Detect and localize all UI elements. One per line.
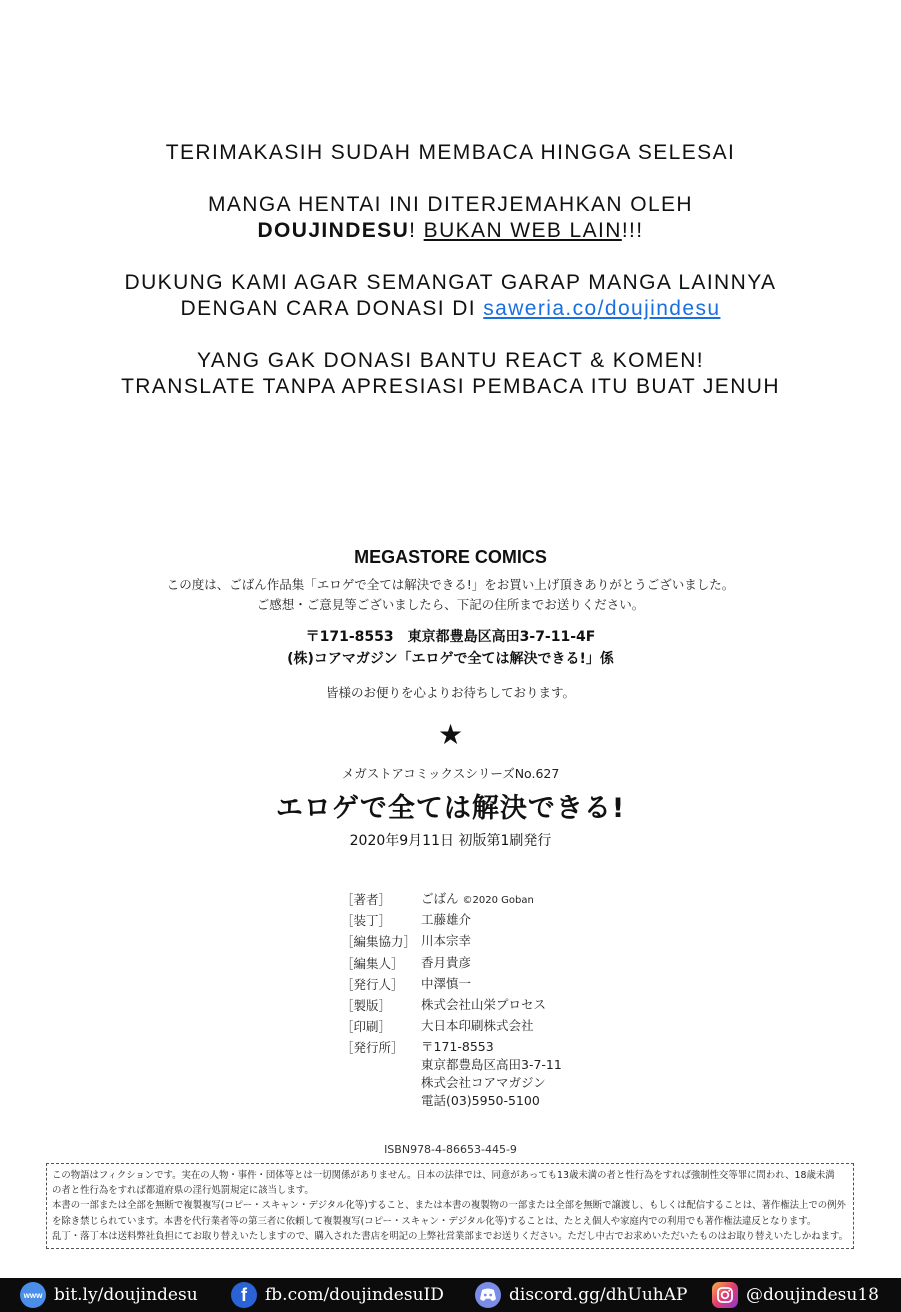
donation-block: [0, 270, 901, 322]
copyright-text: ©2020 Goban: [462, 895, 534, 906]
publisher-name: MEGASTORE COMICS: [354, 547, 547, 567]
notice-line: の者と性行為をすれば都道府県の淫行処罰規定に該当します。: [52, 1185, 314, 1197]
discord-icon: [475, 1282, 501, 1308]
not-other-web-text: BUKAN WEB LAIN: [423, 219, 622, 242]
web-link-text: bit.ly/doujindesu: [54, 1285, 198, 1305]
notice-line: を除き禁じられています。本書を代行業者等の第三者に依頼して複製複写(コピー・スキャン・デジタル化等)することは、たとえ個人や家庭内での利用でも著作権法違反となります。: [52, 1215, 817, 1227]
instagram-icon: [712, 1282, 738, 1308]
social-footer: [0, 1278, 901, 1312]
purchase-thanks: [0, 575, 901, 615]
facebook-link-text: fb.com/doujindesuID: [265, 1285, 444, 1305]
discord-link-text: discord.gg/dhUuhAP: [509, 1285, 688, 1305]
postal-code: 〒171-8553: [421, 1039, 494, 1055]
author-name: ごばん: [421, 891, 459, 906]
exclaim-text: !!!: [621, 219, 644, 242]
staff-list: [341, 890, 562, 1110]
staff-row: [341, 954, 562, 975]
staff-value: 中澤慎一: [421, 975, 472, 991]
staff-row: [341, 996, 562, 1017]
staff-key: ［製版］: [341, 997, 392, 1013]
publish-date: 2020年9月11日 初版第1刷発行: [349, 833, 552, 849]
thanks-text: TERIMAKASIH SUDAH MEMBACA HINGGA SELESAI: [165, 141, 736, 164]
credits-block: [0, 140, 901, 426]
instagram-link[interactable]: [712, 1282, 879, 1308]
address-line: 東京都豊島区高田3-7-11: [421, 1057, 562, 1073]
staff-key: ［装丁］: [341, 913, 392, 929]
staff-value: 株式会社山栄プロセス: [421, 996, 547, 1012]
staff-row: [341, 1038, 562, 1110]
notice-line: 本書の一部または全部を無断で複製複写(コピー・スキャン・デジタル化等)すること、または本書の複製物の一部または全部を無断で譲渡し、もしくは配信することは、著作権法上での例外: [52, 1200, 846, 1212]
facebook-icon: f: [231, 1282, 257, 1308]
facebook-link[interactable]: [231, 1282, 444, 1308]
staff-key: ［発行所］: [341, 1040, 404, 1056]
phone-number: 電話(03)5950-5100: [421, 1093, 540, 1109]
staff-key: ［発行人］: [341, 976, 404, 992]
brand-line: [0, 218, 901, 244]
waiting-text: 皆様のお便りを心よりお待ちしております。: [325, 685, 575, 700]
address-line-2: (株)コアマガジン「エロゲで全ては解決できる!」係: [287, 651, 614, 667]
staff-key: ［著者］: [341, 892, 392, 907]
donation-link[interactable]: saweria.co/doujindesu: [483, 297, 721, 320]
donation-line: [0, 296, 901, 322]
thanks-line: [0, 140, 901, 166]
staff-row: [341, 932, 562, 953]
web-link[interactable]: [20, 1282, 198, 1308]
star-icon: ★: [437, 718, 464, 751]
staff-value: 川本宗幸: [421, 933, 472, 949]
publisher-address: [421, 1038, 562, 1110]
address-line-1: 〒171-8553 東京都豊島区高田3-7-11-4F: [305, 629, 596, 645]
donation-prefix: DENGAN CARA DONASI DI: [180, 297, 476, 320]
thanks-jp-1: この度は、ごばん作品集「エロゲで全ては解決できる!」をお買い上げ頂きありがとうございました。: [166, 577, 735, 592]
staff-value: 大日本印刷株式会社: [421, 1018, 534, 1034]
staff-value: 工藤雄介: [421, 912, 472, 928]
mail-address: [0, 626, 901, 670]
book-title: エロゲで全ては解決できる!: [275, 793, 626, 824]
translated-by-text: MANGA HENTAI INI DITERJEMAHKAN OLEH: [207, 193, 693, 216]
staff-row: [341, 890, 562, 911]
support-text: DUKUNG KAMI AGAR SEMANGAT GARAP MANGA LAINNYA: [124, 271, 777, 294]
staff-key: ［印刷］: [341, 1019, 392, 1035]
staff-value: 香月貴彦: [421, 954, 472, 970]
company-name: 株式会社コアマガジン: [421, 1075, 546, 1091]
staff-row: [341, 1017, 562, 1038]
brand-bang: !: [409, 219, 417, 242]
series-label: メガストアコミックスシリーズNo.627: [341, 766, 560, 781]
notice-line: 乱丁・落丁本は送料弊社負担にてお取り替えいたしますので、購入された書店を明記の上弊社営業部までお送りください。ただし中古でお求めいただいたものはお取り替えいたしかねます。: [52, 1230, 848, 1242]
discord-link[interactable]: [475, 1282, 687, 1308]
legal-notice: [46, 1163, 854, 1249]
instagram-link-text: @doujindesu18: [746, 1285, 879, 1305]
translation-credit: [0, 192, 901, 244]
appreciation-text: TRANSLATE TANPA APRESIASI PEMBACA ITU BUAT JENUH: [121, 375, 780, 398]
staff-row: [341, 975, 562, 996]
thanks-jp-2: ご感想・ご意見等ございましたら、下記の住所までお送りください。: [256, 597, 645, 612]
isbn: ISBN978-4-86653-445-9: [384, 1143, 517, 1156]
notice-line: この物語はフィクションです。実在の人物・事件・団体等とは一切関係がありません。日本の法律では、同意があっても13歳未満の者と性行為をすれば強制性交等罪に問われ、18歳未満: [52, 1170, 835, 1181]
staff-value: [421, 890, 534, 911]
react-text: YANG GAK DONASI BANTU REACT & KOMEN!: [196, 349, 705, 372]
staff-row: [341, 911, 562, 932]
brand-name: DOUJINDESU: [257, 219, 410, 242]
react-block: [0, 348, 901, 400]
staff-key: ［編集人］: [341, 955, 404, 971]
staff-key: ［編集協力］: [341, 934, 417, 950]
globe-icon: www: [20, 1282, 46, 1308]
